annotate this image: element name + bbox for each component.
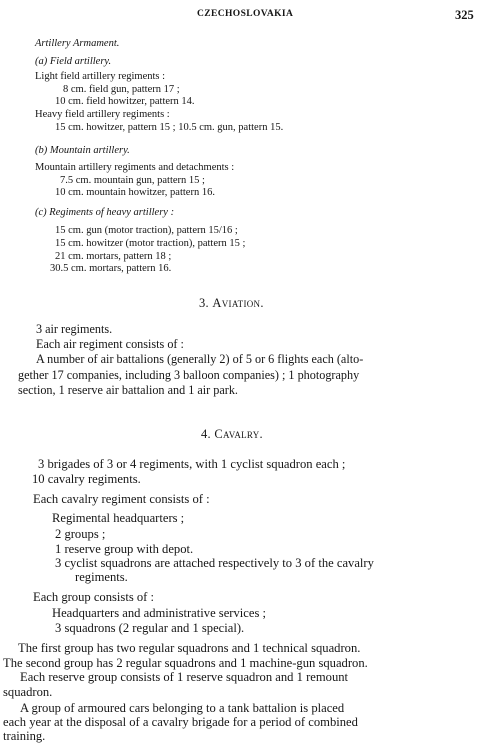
- field-artillery-line: 8 cm. field gun, pattern 17 ;: [63, 84, 180, 95]
- cavalry-closing-line: A group of armoured cars belonging to a tank battalion is placed: [20, 701, 345, 715]
- aviation-line: 3 air regiments.: [36, 322, 113, 336]
- cavalry-group-line: Headquarters and administrative services ;: [52, 606, 267, 620]
- heavy-artillery-line: 15 cm. howitzer (motor traction), pattern 15 ;: [55, 238, 246, 249]
- cavalry-regiment-line: Each cavalry regiment consists of :: [33, 492, 210, 506]
- aviation-line: section, 1 reserve air battalion and 1 air park.: [18, 383, 238, 397]
- cavalry-number: 4.: [201, 427, 211, 441]
- mountain-artillery-line: 10 cm. mountain howitzer, pattern 16.: [55, 187, 215, 198]
- cavalry-closing-line: The second group has 2 regular squadrons and 1 machine-gun squadron.: [3, 656, 368, 670]
- field-artillery-line: Light field artillery regiments :: [35, 71, 166, 82]
- mountain-artillery-line: Mountain artillery regiments and detachments :: [35, 162, 235, 173]
- cavalry-regiment-line: 1 reserve group with depot.: [55, 542, 194, 556]
- cavalry-closing-line: each year at the disposal of a cavalry brigade for a period of combined: [3, 715, 358, 729]
- aviation-line: A number of air battalions (generally 2) of 5 or 6 flights each (alto-: [36, 352, 364, 366]
- cavalry-closing-line: The first group has two regular squadrons and 1 technical squadron.: [18, 641, 361, 655]
- heavy-artillery-line: 30.5 cm. mortars, pattern 16.: [50, 263, 172, 274]
- cavalry-closing-line: squadron.: [3, 685, 53, 699]
- cavalry-group-line: Each group consists of :: [33, 590, 155, 604]
- cavalry-heading: [201, 428, 263, 441]
- aviation-number: 3.: [199, 296, 209, 310]
- cavalry-title: Cavalry.: [214, 427, 263, 441]
- field-artillery-title: (a) Field artillery.: [35, 56, 112, 67]
- cavalry-intro-line: 10 cavalry regiments.: [32, 472, 141, 486]
- cavalry-group-line: 3 squadrons (2 regular and 1 special).: [55, 621, 245, 635]
- cavalry-regiment-line: 2 groups ;: [55, 527, 106, 541]
- mountain-artillery-line: 7.5 cm. mountain gun, pattern 15 ;: [60, 175, 205, 186]
- aviation-title: Aviation.: [212, 296, 264, 310]
- cavalry-regiment-line: regiments.: [75, 570, 128, 584]
- heavy-artillery-line: 21 cm. mortars, pattern 18 ;: [55, 251, 172, 262]
- cavalry-closing-line: Each reserve group consists of 1 reserve squadron and 1 remount: [20, 670, 349, 684]
- cavalry-intro-line: 3 brigades of 3 or 4 regiments, with 1 cyclist squadron each ;: [38, 457, 346, 471]
- artillery-heading: Artillery Armament.: [35, 38, 120, 49]
- cavalry-regiment-line: Regimental headquarters ;: [52, 511, 185, 525]
- heavy-artillery-line: 15 cm. gun (motor traction), pattern 15/16 ;: [55, 225, 238, 236]
- mountain-artillery-title: (b) Mountain artillery.: [35, 145, 130, 156]
- cavalry-closing-line: training.: [3, 729, 46, 743]
- aviation-line: gether 17 companies, including 3 balloon companies) ; 1 photography: [18, 368, 360, 382]
- field-artillery-line: Heavy field artillery regiments :: [35, 109, 170, 120]
- field-artillery-line: 10 cm. field howitzer, pattern 14.: [55, 96, 195, 107]
- aviation-heading: [199, 297, 264, 310]
- field-artillery-line: 15 cm. howitzer, pattern 15 ; 10.5 cm. gun, pattern 15.: [55, 122, 284, 133]
- running-title: CZECHOSLOVAKIA: [197, 9, 294, 19]
- cavalry-regiment-line: 3 cyclist squadrons are attached respectively to 3 of the cavalry: [55, 556, 374, 570]
- page-number: 325: [455, 8, 474, 22]
- aviation-line: Each air regiment consists of :: [36, 337, 184, 351]
- heavy-artillery-title: (c) Regiments of heavy artillery :: [35, 207, 175, 218]
